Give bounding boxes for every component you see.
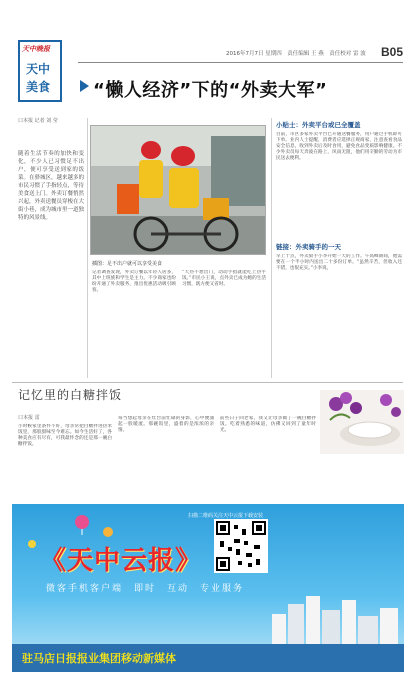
sub-column-2: 每当想起母亲在灶台前忙碌的身影，心中便涌起一股暖流。那碗饭里，盛着的是浓浓的亲情。 — [118, 416, 214, 433]
section-title-line2: 美食 — [26, 80, 51, 94]
header-rule — [78, 62, 403, 63]
sub-column-3: 前些日子回老家，我又让母亲做了一碗白糖拌饭。吃着熟悉的味道，仿佛又回到了童年时光。 — [220, 416, 316, 433]
main-headline: “懒人经济”下的“外卖大军” — [93, 80, 328, 101]
side-text-1: 目前，市区多家外卖平台已开通送餐服务，用户通过手机即可下单。业内人士提醒，消费者应选择正规商家，注意查看食品安全信息，收到外卖后及时食用，避免食品变质影响健康。不少外卖员每天奔波在路上，风雨无阻，他们用辛勤的劳动为市民送去便利。 — [276, 132, 402, 161]
dateline: 2016年7月7日 星期四 责任编辑 王 燕 责任校对 雷 波 — [226, 51, 366, 57]
main-column-2: “天热不想出门，动动手指就能吃上热乎饭。”市民小王说，点外卖已成为她的生活习惯，既方便又省时。 — [182, 270, 266, 287]
qr-code[interactable] — [214, 519, 268, 573]
column-divider — [87, 118, 88, 378]
column-divider — [271, 118, 272, 378]
section-divider — [12, 382, 403, 383]
main-column-1: 记者调查发现，外卖订餐以年轻人居多，其中上班族和学生是主力。不少商家也纷纷开通了外卖服务，推出优惠活动吸引顾客。 — [92, 270, 176, 293]
ad-top-line: 扫描二维码关注天中云报下载安装 — [188, 513, 264, 519]
sub-article-title: 记忆里的白糖拌饭 — [18, 388, 123, 402]
newspaper-logo: 天中晚报 — [22, 45, 50, 53]
page-number: B05 — [380, 45, 403, 59]
ad-title: 《天中云报》 — [40, 546, 203, 576]
sub-column-1: 小时候家里条件不好，母亲常把白糖拌进热米饭里，那股甜味至今难忘。如今生活好了，各种美食应有尽有，可我最怀念的还是那一碗白糖拌饭。 — [18, 424, 112, 447]
sub-byline: 口本报 雷 — [18, 415, 40, 421]
delivery-photo — [90, 125, 266, 255]
side-heading-2: 链接：外卖骑手的一天 — [276, 243, 341, 251]
main-byline: 口本报 记者 刘 莹 — [18, 118, 58, 124]
side-text-2: 早上十点，外卖骑手小李开始一天的工作。午高峰期间，他需要在一个半小时内送出二十多份订单。“虽然辛苦，但收入还不错，也很充实。”小李说。 — [276, 254, 402, 271]
photo-caption: 插图：足不出户就可以享受美食 — [92, 261, 163, 267]
headline-arrow-icon — [80, 80, 89, 92]
section-title-line1: 天中 — [26, 62, 51, 76]
ad-bottom-line: 驻马店日报报业集团移动新媒体 — [22, 652, 176, 665]
ad-slogan: 微客手机客户端 即时 互动 专业服务 — [46, 584, 245, 594]
flower-photo — [320, 390, 404, 454]
side-heading-1: 小贴士：外卖平台或已全覆盖 — [276, 121, 361, 129]
main-lead: 随着生活节奏的加快和变化，不少人已习惯足不出户，便可享受送到家的饭菜。在驿城区，越来越多的市民习惯了手指轻点，等待美食送上门。外卖订餐悄然兴起，外卖送餐员穿梭在大街小巷，成为城市里一道独特的风景线。 — [18, 151, 84, 221]
